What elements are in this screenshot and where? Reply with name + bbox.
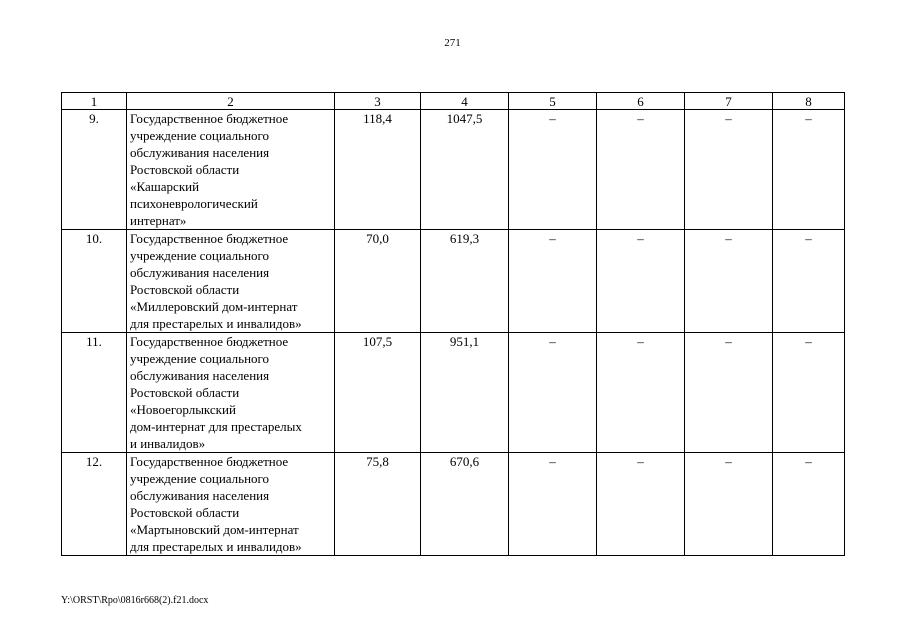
value-cell-col3: 75,8 xyxy=(335,453,421,556)
value-cell-col4: 619,3 xyxy=(421,230,509,333)
empty-value-cell-col8: – xyxy=(773,333,845,453)
value-cell-col4: 1047,5 xyxy=(421,110,509,230)
institution-name-cell xyxy=(127,110,335,230)
institution-name-line: Ростовской области xyxy=(130,505,240,520)
empty-value-cell-col7: – xyxy=(685,453,773,556)
empty-value-cell-col5: – xyxy=(509,333,597,453)
institution-name-line: психоневрологический xyxy=(130,196,258,211)
empty-value-cell-col5: – xyxy=(509,453,597,556)
empty-value-cell-col6: – xyxy=(597,230,685,333)
data-table xyxy=(61,92,845,556)
institution-name-line: Государственное бюджетное xyxy=(130,334,289,349)
institution-name-line: интернат» xyxy=(130,213,187,228)
institution-name-line: обслуживания населения xyxy=(130,368,270,383)
institution-name-line: обслуживания населения xyxy=(130,488,270,503)
row-number-cell: 12. xyxy=(62,453,127,556)
institution-name-line: «Кашарский xyxy=(130,179,200,194)
row-number-cell: 10. xyxy=(62,230,127,333)
institution-name-line: Ростовской области xyxy=(130,162,240,177)
institution-name-line: Ростовской области xyxy=(130,385,240,400)
empty-value-cell-col6: – xyxy=(597,453,685,556)
institution-name-line: учреждение социального xyxy=(130,351,270,366)
empty-value-cell-col5: – xyxy=(509,230,597,333)
institution-name-line: учреждение социального xyxy=(130,471,270,486)
empty-value-cell-col8: – xyxy=(773,453,845,556)
page-number: 271 xyxy=(444,37,461,49)
empty-value-cell-col5: – xyxy=(509,110,597,230)
institution-name-line: и инвалидов» xyxy=(130,436,206,451)
institution-name-line: «Миллеровский дом-интернат xyxy=(130,299,298,314)
institution-name-line: для престарелых и инвалидов» xyxy=(130,316,302,331)
empty-value-cell-col7: – xyxy=(685,333,773,453)
table-row xyxy=(62,110,845,230)
institution-name-line: дом-интернат для престарелых xyxy=(130,419,302,434)
value-cell-col4: 951,1 xyxy=(421,333,509,453)
column-header: 3 xyxy=(335,93,421,110)
value-cell-col4: 670,6 xyxy=(421,453,509,556)
document-file-path: Y:\ORST\Rpo\0816r668(2).f21.docx xyxy=(61,595,209,606)
column-header: 8 xyxy=(773,93,845,110)
institution-name-line: обслуживания населения xyxy=(130,265,270,280)
empty-value-cell-col8: – xyxy=(773,230,845,333)
institution-name-line: «Новоегорлыкский xyxy=(130,402,236,417)
empty-value-cell-col6: – xyxy=(597,110,685,230)
table-row xyxy=(62,453,845,556)
institution-name-cell xyxy=(127,453,335,556)
institution-name-line: Ростовской области xyxy=(130,282,240,297)
table-header-row xyxy=(62,93,845,110)
empty-value-cell-col7: – xyxy=(685,110,773,230)
column-header: 2 xyxy=(127,93,335,110)
empty-value-cell-col6: – xyxy=(597,333,685,453)
column-header: 4 xyxy=(421,93,509,110)
column-header: 7 xyxy=(685,93,773,110)
institution-name-line: Государственное бюджетное xyxy=(130,111,289,126)
institution-name-line: Государственное бюджетное xyxy=(130,231,289,246)
column-header: 5 xyxy=(509,93,597,110)
institution-name-cell xyxy=(127,333,335,453)
row-number-cell: 11. xyxy=(62,333,127,453)
institution-name-cell xyxy=(127,230,335,333)
value-cell-col3: 118,4 xyxy=(335,110,421,230)
empty-value-cell-col7: – xyxy=(685,230,773,333)
institution-name-line: для престарелых и инвалидов» xyxy=(130,539,302,554)
row-number-cell: 9. xyxy=(62,110,127,230)
empty-value-cell-col8: – xyxy=(773,110,845,230)
column-header: 6 xyxy=(597,93,685,110)
value-cell-col3: 70,0 xyxy=(335,230,421,333)
column-header: 1 xyxy=(62,93,127,110)
institution-name-line: Государственное бюджетное xyxy=(130,454,289,469)
institution-name-line: учреждение социального xyxy=(130,248,270,263)
institution-name-line: обслуживания населения xyxy=(130,145,270,160)
table-row xyxy=(62,333,845,453)
institution-name-line: учреждение социального xyxy=(130,128,270,143)
value-cell-col3: 107,5 xyxy=(335,333,421,453)
institution-name-line: «Мартыновский дом-интернат xyxy=(130,522,299,537)
table-row xyxy=(62,230,845,333)
